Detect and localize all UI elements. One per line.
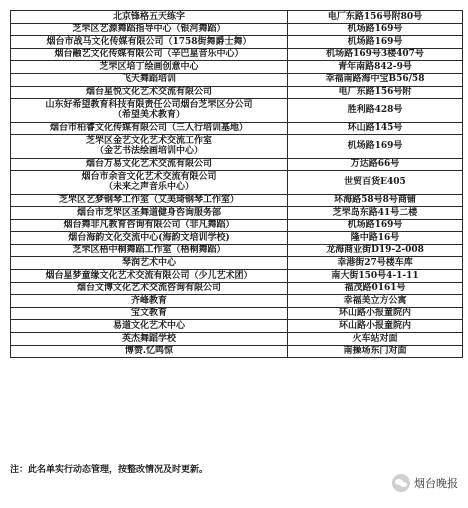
institution-table <box>10 10 463 358</box>
address-text: 幸港街27号楼车库 <box>337 257 413 268</box>
institution-name: （未来之声音乐中心） <box>103 182 194 193</box>
address-cell <box>288 320 463 333</box>
address-text: 机场路169号3楼407号 <box>326 49 424 60</box>
address-cell <box>288 194 463 207</box>
address-text: 环山路小报童院内 <box>338 308 411 319</box>
address-text: 电厂东路156号附80号 <box>327 11 423 22</box>
table-row <box>11 36 463 49</box>
address-cell <box>288 257 463 270</box>
table-row <box>11 122 463 135</box>
institution-name: 北京锋格五天练字 <box>112 11 185 22</box>
address-cell <box>288 333 463 346</box>
address-text: 青年南路842-9号 <box>338 61 412 72</box>
institution-name: 飞天舞蹈培训 <box>121 74 176 85</box>
institution-name-cell <box>11 23 288 36</box>
address-text: 火车站对面 <box>352 333 398 344</box>
institution-name-cell <box>11 122 288 135</box>
institution-name-cell <box>11 232 288 245</box>
address-cell <box>288 158 463 171</box>
address-text: 世贸百货E405 <box>344 177 406 188</box>
address-text: 南操场东门对面 <box>343 346 407 357</box>
institution-name-cell <box>11 333 288 346</box>
address-text: 福茂路0161号 <box>344 283 406 294</box>
table-row <box>11 270 463 283</box>
table-row <box>11 307 463 320</box>
address-cell <box>288 48 463 61</box>
institution-name: 烟台融艺文化传媒有限公司（辛巴星音乐中心） <box>54 49 244 60</box>
institution-name-cell <box>11 307 288 320</box>
address-cell <box>288 219 463 232</box>
table-row <box>11 135 463 158</box>
institution-list <box>10 10 456 358</box>
address-text: 机场路169号 <box>347 220 403 231</box>
address-cell <box>288 345 463 358</box>
institution-name-cell <box>11 270 288 283</box>
institution-name: 芝罘区梧中桐舞蹈工作室（梧桐舞蹈） <box>72 245 226 256</box>
institution-name: 英杰舞蹈学校 <box>121 333 176 344</box>
institution-name-cell <box>11 207 288 220</box>
institution-name-cell <box>11 194 288 207</box>
institution-name: 山东好希望教育科技有限责任公司烟台芝罘区分公司 <box>45 99 253 110</box>
table-row <box>11 320 463 333</box>
institution-name-cell <box>11 282 288 295</box>
address-cell <box>288 270 463 283</box>
table-row <box>11 207 463 220</box>
table-row <box>11 345 463 358</box>
address-cell <box>288 73 463 86</box>
institution-name-cell <box>11 219 288 232</box>
table-row <box>11 48 463 61</box>
table-row <box>11 257 463 270</box>
table-row <box>11 99 463 122</box>
table-row <box>11 282 463 295</box>
institution-name: （希望美术教育） <box>112 110 185 121</box>
address-cell <box>288 135 463 158</box>
institution-name: 烟台市战马文化传媒有限公司（1758街舞爵士舞） <box>46 36 252 47</box>
table-row <box>11 158 463 171</box>
institution-name-cell <box>11 295 288 308</box>
address-cell <box>288 171 463 194</box>
table-row <box>11 194 463 207</box>
institution-name: 琴润艺术中心 <box>121 257 176 268</box>
institution-name-cell <box>11 48 288 61</box>
table-row <box>11 171 463 194</box>
institution-name: 齐峰教育 <box>130 295 167 306</box>
institution-name-cell <box>11 171 288 194</box>
table-row <box>11 73 463 86</box>
institution-name-cell <box>11 345 288 358</box>
institution-name: 易道文化艺术中心 <box>112 320 185 331</box>
address-cell <box>288 207 463 220</box>
institution-name-cell <box>11 11 288 24</box>
institution-name: 烟台市余音文化艺术交流有限公司 <box>81 171 217 182</box>
institution-name: 烟台万易文化艺术交流有限公司 <box>85 159 212 170</box>
address-cell <box>288 99 463 122</box>
address-cell <box>288 295 463 308</box>
address-cell <box>288 11 463 24</box>
institution-name: 烟台市芝罘区圣舞道健身咨询服务部 <box>76 207 221 218</box>
table-row <box>11 61 463 74</box>
publisher-watermark <box>392 474 458 492</box>
institution-name-cell <box>11 135 288 158</box>
address-text: 万达路66号 <box>350 159 400 170</box>
institution-name: 烟台舞非凡教育咨询有限公司（非凡舞蹈） <box>63 220 235 231</box>
institution-name: 芝罘区金艺文化艺术交流工作室 <box>85 135 212 146</box>
table-row <box>11 86 463 99</box>
address-cell <box>288 232 463 245</box>
institution-name: 烟台市柏睿文化传媒有限公司（三人行培训基地） <box>49 123 248 134</box>
footnote: 注：此名单实行动态管理，按整改情况及时更新。 <box>10 465 209 475</box>
address-text: 环山路小报童院内 <box>338 320 411 331</box>
institution-name-cell <box>11 99 288 122</box>
institution-name-cell <box>11 244 288 257</box>
address-cell <box>288 122 463 135</box>
address-text: 机场路169号 <box>347 24 403 35</box>
address-cell <box>288 244 463 257</box>
institution-name: 博赞.忆鸣惊 <box>124 346 174 357</box>
institution-name: 烟台星悦文化艺术交流有限公司 <box>85 87 212 98</box>
institution-name: 烟台海韵文化交流中心(海韵文培训学校) <box>68 232 230 243</box>
institution-name-cell <box>11 61 288 74</box>
institution-name-cell <box>11 73 288 86</box>
address-text: 南大街150号4-1-11 <box>331 270 419 281</box>
table-row <box>11 244 463 257</box>
table-row <box>11 295 463 308</box>
institution-name-cell <box>11 36 288 49</box>
institution-name-cell <box>11 320 288 333</box>
institution-name: 烟台星梦童缘文化艺术交流有限公司（少儿艺术团） <box>45 270 253 281</box>
table-row <box>11 333 463 346</box>
institution-name: 宝文教育 <box>130 308 167 319</box>
address-text: 机场路169号 <box>347 36 403 47</box>
address-cell <box>288 61 463 74</box>
institution-name: 芝罘区培丁绘画创意中心 <box>99 61 199 72</box>
address-text: 胜利路428号 <box>347 105 403 116</box>
address-text: 环山路145号 <box>347 123 403 134</box>
wechat-icon <box>392 474 410 492</box>
address-text: 龙海商业街D19-2-008 <box>326 245 424 256</box>
address-cell <box>288 86 463 99</box>
table-row <box>11 219 463 232</box>
address-text: 机场路169号 <box>347 141 403 152</box>
institution-name: 芝罘区艺源舞蹈指导中心（银河舞蹈） <box>72 24 226 35</box>
address-text: 隆中路16号 <box>350 232 400 243</box>
address-cell <box>288 36 463 49</box>
address-cell <box>288 307 463 320</box>
institution-name: 烟台文博文化艺术交流咨询有限公司 <box>76 283 221 294</box>
address-cell <box>288 23 463 36</box>
institution-name-cell <box>11 257 288 270</box>
institution-name-cell <box>11 86 288 99</box>
table-row <box>11 23 463 36</box>
address-text: 幸福南路海中宝B56/58 <box>325 74 425 85</box>
institution-name: （金艺书法绘画培训中心） <box>94 146 203 157</box>
publisher-name: 烟台晚报 <box>414 477 458 490</box>
institution-name-cell <box>11 158 288 171</box>
address-text: 幸福美立方公寓 <box>343 295 407 306</box>
address-text: 环海路58号8号商铺 <box>334 195 416 206</box>
institution-name: 芝罘区艺梦钢琴工作室（艾美琦钢琴工作室） <box>58 195 239 206</box>
table-row <box>11 11 463 24</box>
address-text: 电厂东路156号附 <box>338 87 412 98</box>
table-row <box>11 232 463 245</box>
address-cell <box>288 282 463 295</box>
address-text: 芝罘岛东路41号二楼 <box>332 207 418 218</box>
